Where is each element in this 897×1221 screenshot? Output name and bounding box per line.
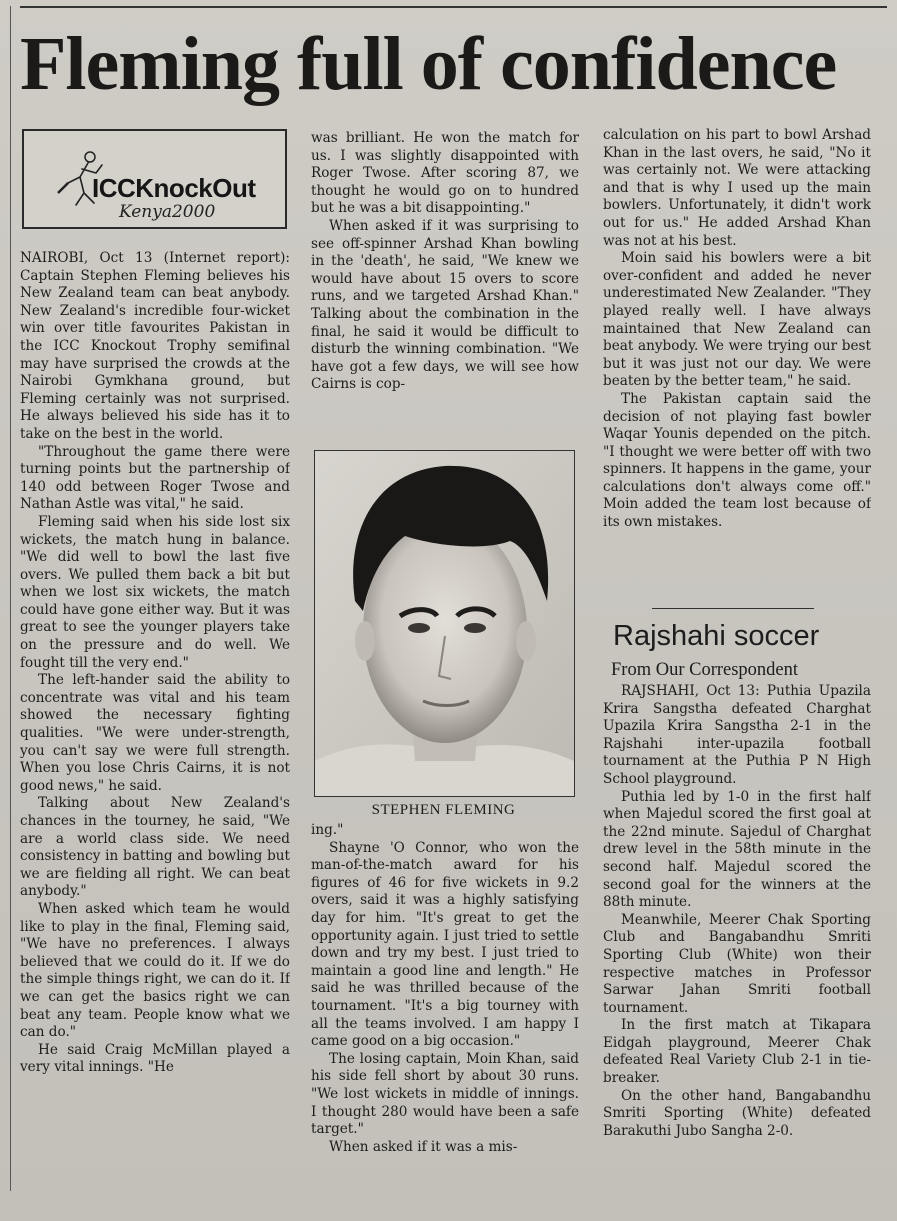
portrait-photo (314, 450, 575, 797)
logo-subtitle: Kenya2000 (119, 202, 216, 222)
paragraph: RAJSHAHI, Oct 13: Puthia Upazila Krira Sangstha defeated Charghat Upazila Krira Sangstha 2-1 in the Rajshahi inter-upazila football tournament at the Puthia P N High School playground. (603, 683, 871, 787)
paragraph: He said Craig McMillan played a very vital innings. "He (20, 1041, 290, 1076)
article-column-3 (603, 127, 871, 597)
section-divider (652, 608, 814, 609)
paragraph: NAIROBI, Oct 13 (Internet report): Captain Stephen Fleming believes his New Zealand team can beat anybody. New Zealand's incredible four-wicket win over title favourites Pakistan in the ICC Knockout Trophy semifinal may have surprised the crowds at the Nairobi Gymkhana ground, but Fleming certainly was not surprised. He always believed his side has it to take on the best in the world. (20, 250, 290, 442)
top-rule (20, 6, 887, 8)
paragraph: Talking about New Zealand's chances in the tourney, he said, "We are a world class side. We need consistency in batting and bowling but we are fielding all right. We can beat anybody." (20, 795, 290, 900)
paragraph: ing." (311, 822, 344, 838)
paragraph: In the first match at Tikapara Eidgah playground, Meerer Chak defeated Real Variety Club 2-1 in tie-breaker. (603, 1017, 871, 1087)
paragraph: The Pakistan captain said the decision of not playing fast bowler Waqar Younis depended on the pitch. "I thought we were better off with two spinners. It happens in the game, your calculations don't always come off." Moin added the team lost because of its own mistakes. (603, 390, 871, 531)
column-rule (10, 6, 11, 1191)
paragraph: Meanwhile, Meerer Chak Sporting Club and Bangabandhu Smriti Sporting Club (White) won their respective matches in Professor Sarwar Jahan Smriti football tournament. (603, 911, 871, 1016)
paragraph: The left-hander said the ability to concentrate was vital and his team showed the necessary fighting qualities. "We were under-strength, you can't say we were full strength. When you lose Chris Cairns, it is not good news," he said. (20, 672, 290, 794)
portrait-photo-image (315, 451, 574, 796)
article-column-1 (20, 250, 290, 1195)
tournament-logo (22, 129, 287, 229)
paragraph: calculation on his part to bowl Arshad Khan in the last overs, he said, "No it was certainly not. We were attacking and that is why I used up the main bowlers. Unfortunately, it didn't work out for us." He added Arshad Khan was not at his best. (603, 127, 871, 249)
paragraph: Puthia led by 1-0 in the first half when Majedul scored the first goal at the 22nd minute. Sajedul of Charghat drew level in the 58th minute in the second half. Majedul scored the second goal for the winners at the 88th minute. (603, 788, 871, 911)
paragraph: On the other hand, Bangabandhu Smriti Sporting (White) defeated Barakuthi Jubo Sangha 2-0. (603, 1087, 871, 1139)
paragraph: was brilliant. He won the match for us. I was slightly disappointed with Roger Twose. After scoring 87, we thought he would go on to hundred but he was a bit disappointing." (311, 130, 579, 217)
logo-title: ICCKnockOut (92, 173, 256, 203)
soccer-article (603, 683, 871, 1198)
photo-caption: STEPHEN FLEMING (371, 802, 516, 818)
paragraph: "Throughout the game there were turning points but the partnership of 140 odd between Roger Twose and Nathan Astle was vital," he said. (20, 443, 290, 513)
article-column-2-bottom (311, 822, 579, 1202)
paragraph: When asked if it was surprising to see off-spinner Arshad Khan bowling in the 'death', he said, "We knew we would have about 15 overs to score runs, and we targeted Arshad Khan." Talking about the combination in the final, he said it would be difficult to disturb the winning combination. "We have got a few days, we will see how Cairns is cop- (311, 217, 579, 393)
paragraph: Moin said his bowlers were a bit over-confident and added he never underestimated New Zealander. "They played really well. I have always maintained that New Zealand can beat anybody. We were trying our best but it was just not our day. We were beaten by the better team," he said. (603, 250, 871, 390)
headline: Fleming full of confidence (20, 22, 837, 106)
paragraph: When asked which team he would like to play in the final, Fleming said, "We have no preferences. I always believed that we could do it. If we do the simple things right, we can do it. If we can get the basics right we can beat any team. People know what we can do." (20, 900, 290, 1041)
article-column-2-top (311, 130, 579, 448)
paragraph: When asked if it was a mis- (329, 1138, 518, 1155)
soccer-headline: Rajshahi soccer (613, 620, 820, 652)
soccer-byline: From Our Correspondent (611, 660, 799, 680)
paragraph: The losing captain, Moin Khan, said his side fell short by about 30 runs. "We lost wickets in middle of innings. I thought 280 would have been a safe target." (311, 1050, 579, 1138)
paragraph: Fleming said when his side lost six wickets, the match hung in balance. "We did well to bowl the last five overs. We pulled them back a bit but when we lost six wickets, the match could have gone either way. But it was great to see the younger players take on the pressure and do well. We fought till the very end." (20, 513, 290, 671)
paragraph: Shayne 'O Connor, who won the man-of-the-match award for his figures of 46 for five wickets in 9.2 overs, said it was a highly satisfying day for him. "It's great to get the opportunity again. I just tried to settle down and try my best. I just tried to maintain a good line and length." He said he was thrilled because of the tournament. "It's a big tourney with all the teams involved. I am happy I came good on a big occasion." (311, 839, 579, 1050)
